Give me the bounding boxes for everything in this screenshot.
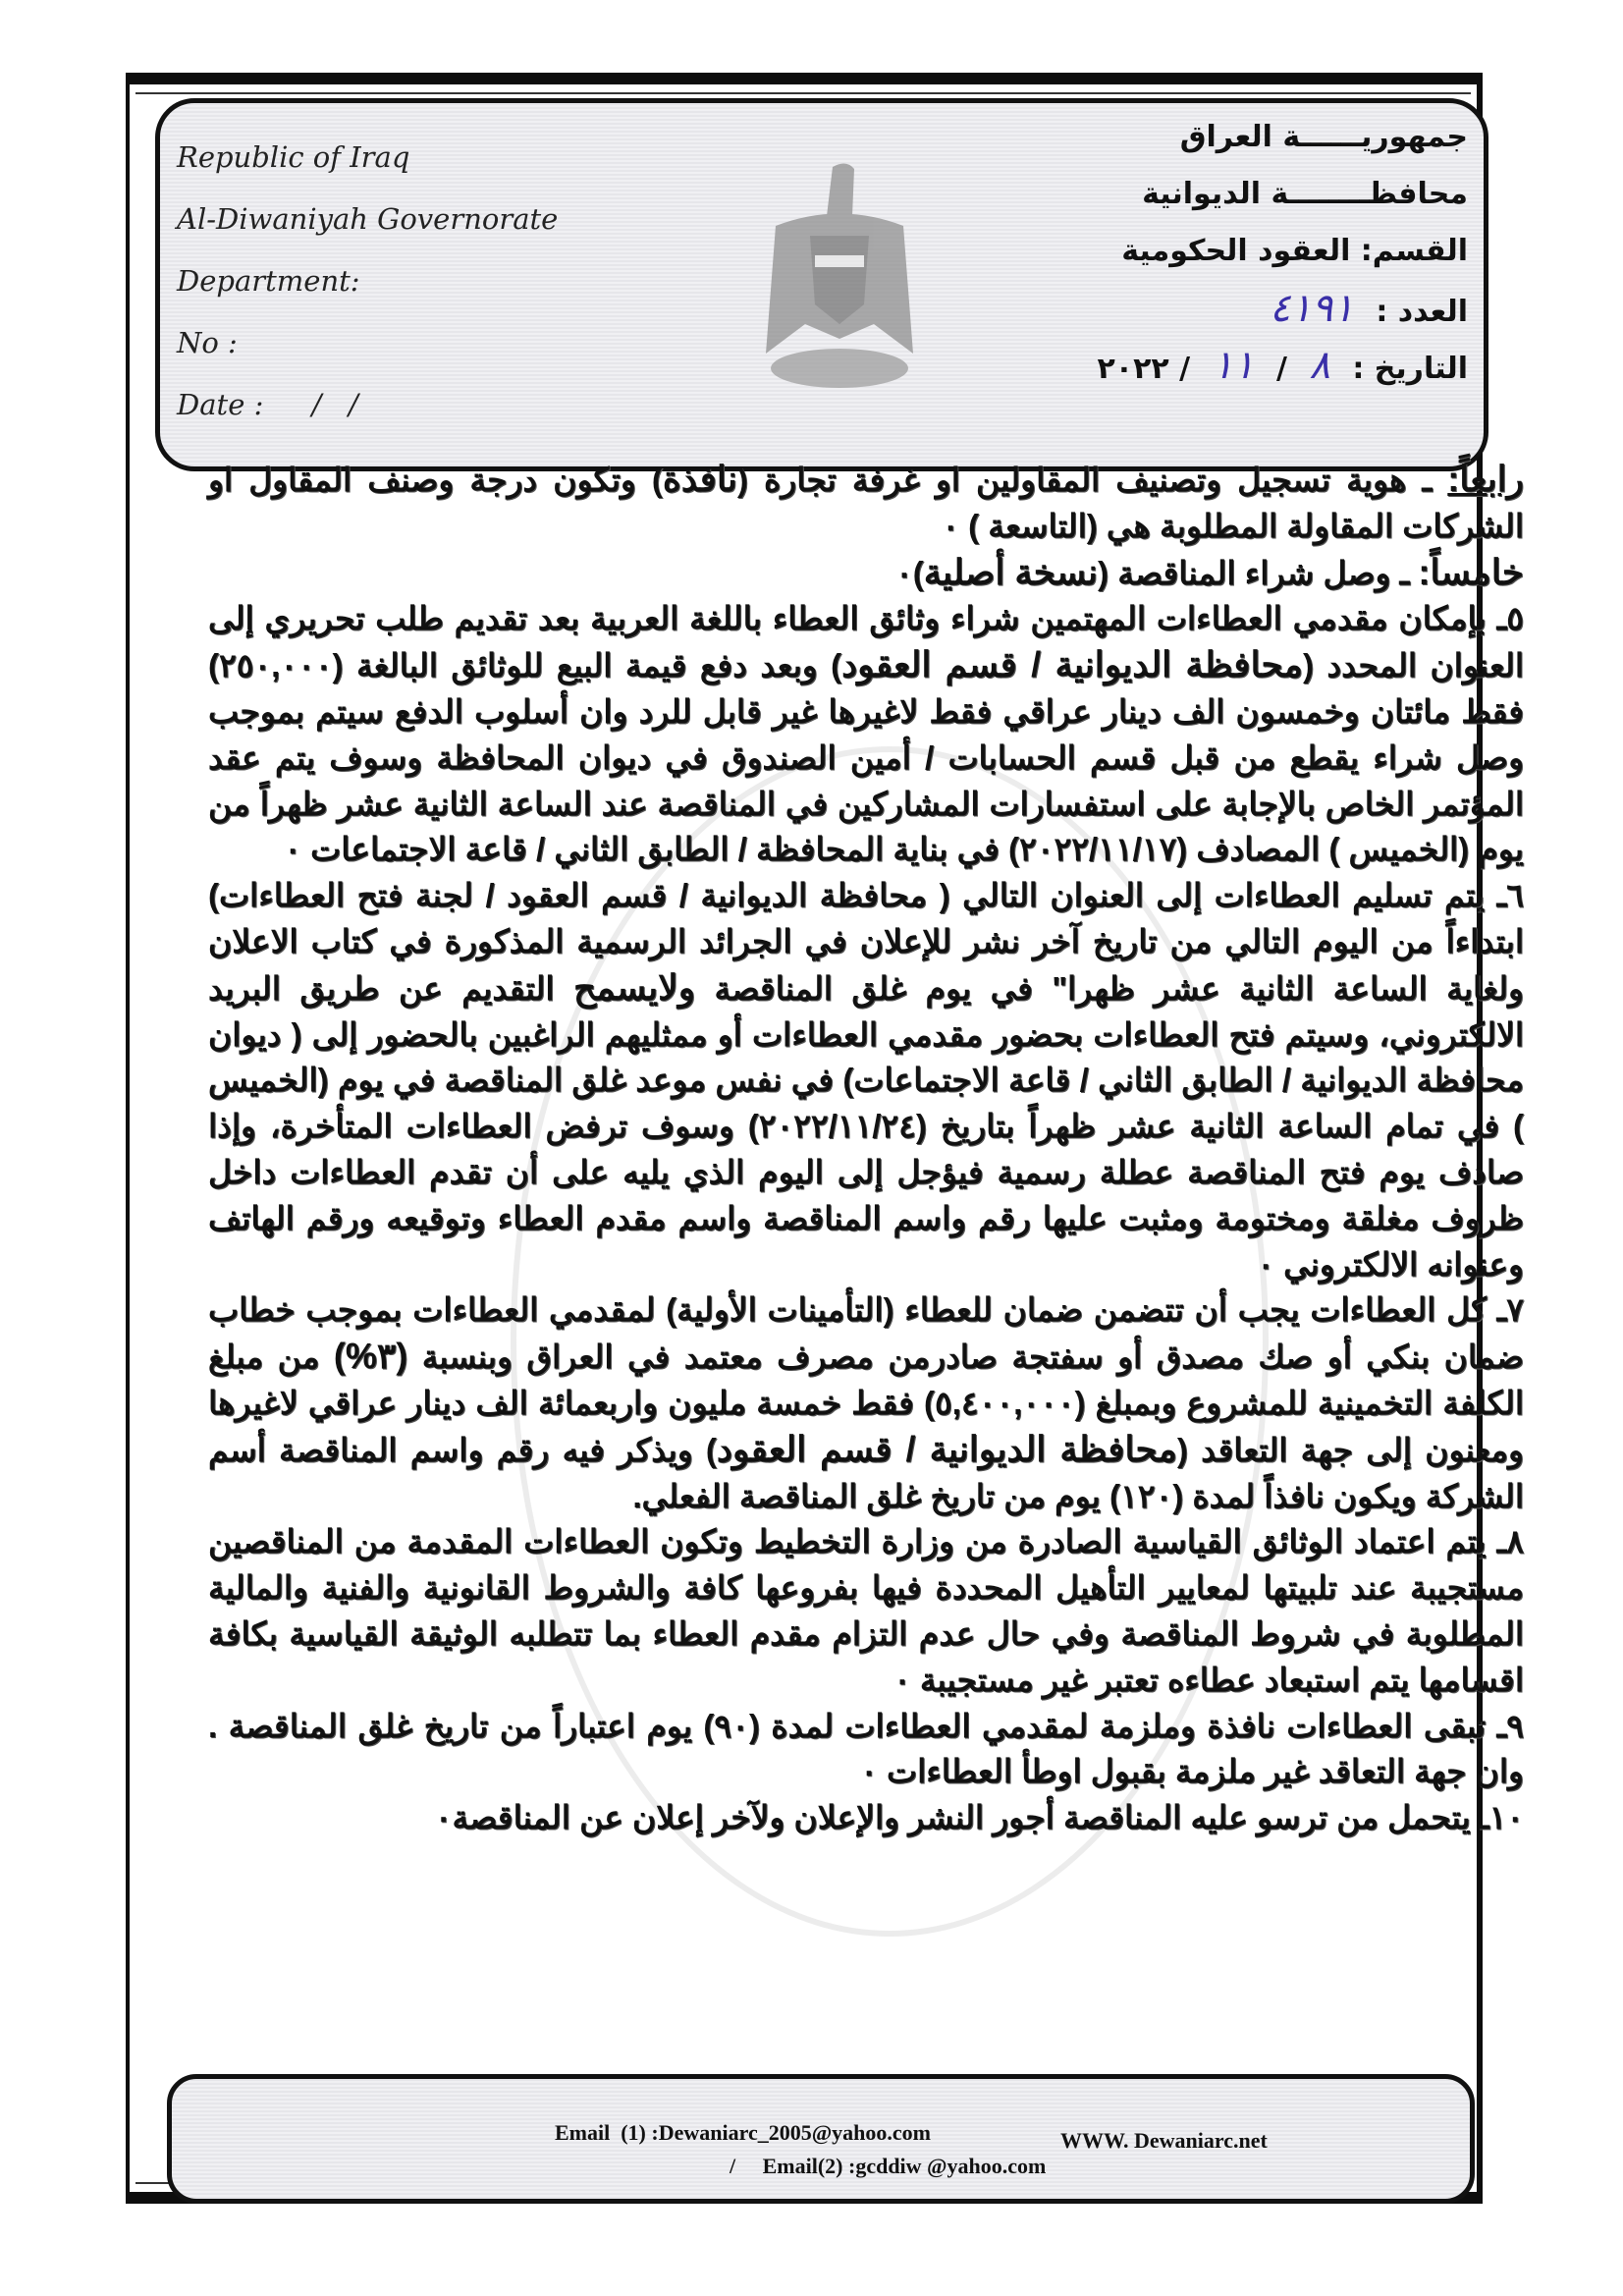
clause-7: ٧ـ كل العطاءات يجب أن تتضمن ضمان للعطاء (التأمينات الأولية) لمقدمي العطاءات بموجب خطاب ضمان بنكي أو صك مصدق أو سفتجة صادرمن مصرف معتمد في العراق وبنسبة (٣%) من مبلغ الكلفة التخمينية للمشروع وبمبلغ (٥,٤٠٠,٠٠٠) فقط خمسة مليون واربعمائة الف دينار عراقي لاغيرها ومعنون إلى جهة التعاقد (محافظة الديوانية / قسم العقود) ويذكر فيه رقم واسم المناقصة أسم الشركة ويكون نافذاً لمدة (١٢٠) يوم من تاريخ غلق المناقصة الفعلي. bbox=[208, 1291, 1525, 1514]
section-four-label: رابعاً: bbox=[1447, 459, 1524, 499]
website: WWW. Dewaniarc.net bbox=[1060, 2128, 1268, 2153]
iraq-emblem-icon bbox=[756, 157, 923, 403]
clause-9: ٩ـ تبقى العطاءات نافذة وملزمة لمقدمي العطاءات لمدة (٩٠) يوم اعتباراً من تاريخ غلق المناقصة . وان جهة التعاقد غير ملزمة بقبول اوطأ العطاءات ٠ bbox=[208, 1707, 1525, 1790]
clause-5: ٥ـ بإمكان مقدمي العطاءات المهتمين شراء وثائق العطاء باللغة العربية بعد تقديم طلب تحريري إلى العنوان المحدد (محافظة الديوانية / قسم العقود) وبعد دفع قيمة البيع للوثائق البالغة (٢٥٠,٠٠٠) فقط مائتان وخمسون الف دينار عراقي فقط لاغيرها غير قابل للرد وان أسلوب الدفع سيتم بموجب وصل شراء يقطع من قبل قسم الحسابات / أمين الصندوق في ديوان المحافظة وسوف يتم عقد المؤتمر الخاص بالإجابة على استفسارات المشاركين في المناقصة عند الساعة الثانية عشر ظهراً من يوم (الخميس ) المصادف (٢٠٢٢/١١/١٧) في بناية المحافظة / الطابق الثاني / قاعة الاجتماعات ٠ bbox=[208, 600, 1524, 868]
number-label-en: No : bbox=[177, 326, 238, 359]
department-label-en: Department: bbox=[177, 264, 360, 298]
date-label-ar: التاريخ : bbox=[1352, 352, 1468, 386]
date-row-ar: التاريخ : ٨ / ١١ / ٢٠٢٢ bbox=[1097, 343, 1468, 388]
number-label-ar: العدد : bbox=[1376, 295, 1468, 329]
footer-contact bbox=[167, 2074, 1475, 2204]
clause-6: ٦ـ يتم تسليم العطاءات إلى العنوان التالي ( محافظة الديوانية / قسم العقود / لجنة فتح العطاءات) ابتداءاً من اليوم التالي من تاريخ آخر نشر للإعلان في الجرائد الرسمية المذكورة في كتاب الاعلان ولغاية الساعة الثانية عشر ظهرا" في يوم غلق المناقصة ولايسمح التقديم عن طريق البريد الالكتروني، وسيتم فتح العطاءات بحضور مقدمي العطاءات أو ممثليهم الراغبين بالحضور إلى ( ديوان محافظة الديوانية / الطابق الثاني / قاعة الاجتماعات) في نفس موعد غلق المناقصة في يوم (الخميس ) في تمام الساعة الثانية عشر ظهراً بتاريخ (٢٠٢٢/١١/٢٤) وسوف ترفض العطاءات المتأخرة، وإذا صادف يوم فتح المناقصة عطلة رسمية فيؤجل إلى اليوم الذي يليه على أن تقدم العطاءات داخل ظروف مغلقة ومختومة ومثبت عليها رقم واسم المناقصة واسم مقدم العطاء وتوقيعه ورقم الهاتف وعنوانه الالكتروني ٠ bbox=[208, 877, 1524, 1283]
section-five: خامساً: ـ وصل شراء المناقصة (نسخة أصلية)٠ bbox=[894, 551, 1524, 592]
governorate-ar: محافظــــــــة الديوانية bbox=[1142, 177, 1468, 211]
clause-10: ١٠ـ يتحمل من ترسو عليه المناقصة أجور النشر والإعلان ولآخر إعلان عن المناقصة٠ bbox=[434, 1799, 1524, 1836]
date-year-ar: / ٢٠٢٢ bbox=[1097, 352, 1191, 386]
date-month-handwritten: ١١ bbox=[1212, 343, 1255, 388]
date-slashes-en: / / bbox=[311, 388, 358, 421]
section-four: رابعاً: ـ هوية تسجيل وتصنيف المقاولين او غرفة تجارة (نافذة) وتكون درجة وصنف المقاول او الشركات المقاولة المطلوبة هي (التاسعة ) ٠ bbox=[208, 459, 1524, 544]
number-row-ar bbox=[1055, 284, 1468, 341]
department-ar: القسم: العقود الحكومية bbox=[1121, 234, 1468, 268]
governorate-en: Al-Diwaniyah Governorate bbox=[177, 202, 559, 236]
section-five-label: خامساً: bbox=[1418, 551, 1524, 592]
country-en: Republic of Iraq bbox=[177, 140, 410, 174]
date-day-handwritten: ٨ bbox=[1309, 343, 1330, 388]
email-2: / Email(2) :gcddiw @yahoo.com bbox=[730, 2154, 1047, 2178]
date-row-en bbox=[177, 383, 589, 445]
date-label-en: Date : bbox=[177, 388, 264, 421]
country-ar: جمهوريــــــة العراق bbox=[1179, 120, 1468, 154]
letterhead-english bbox=[177, 136, 589, 445]
number-value-handwritten: ٤١٩١ bbox=[1269, 286, 1354, 331]
email-1: Email (1) :Dewaniarc_2005@yahoo.com bbox=[555, 2120, 932, 2145]
document-body bbox=[208, 457, 1524, 1841]
letterhead-arabic bbox=[1055, 113, 1468, 398]
clause-8: ٨ـ يتم اعتماد الوثائق القياسية الصادرة من وزارة التخطيط وتكون العطاءات المقدمة من المناقصين مستجيبة عند تلبيتها لمعايير التأهيل المحددة فيها بفروعها كافة والشروط القانونية والفنية والمالية المطلوبة في شروط المناقصة وفي حال عدم التزام مقدم العطاء بما تتطلبه الوثيقة القياسية بكافة اقسامها يتم استبعاد عطاءه تعتبر غير مستجيبة ٠ bbox=[208, 1523, 1524, 1698]
